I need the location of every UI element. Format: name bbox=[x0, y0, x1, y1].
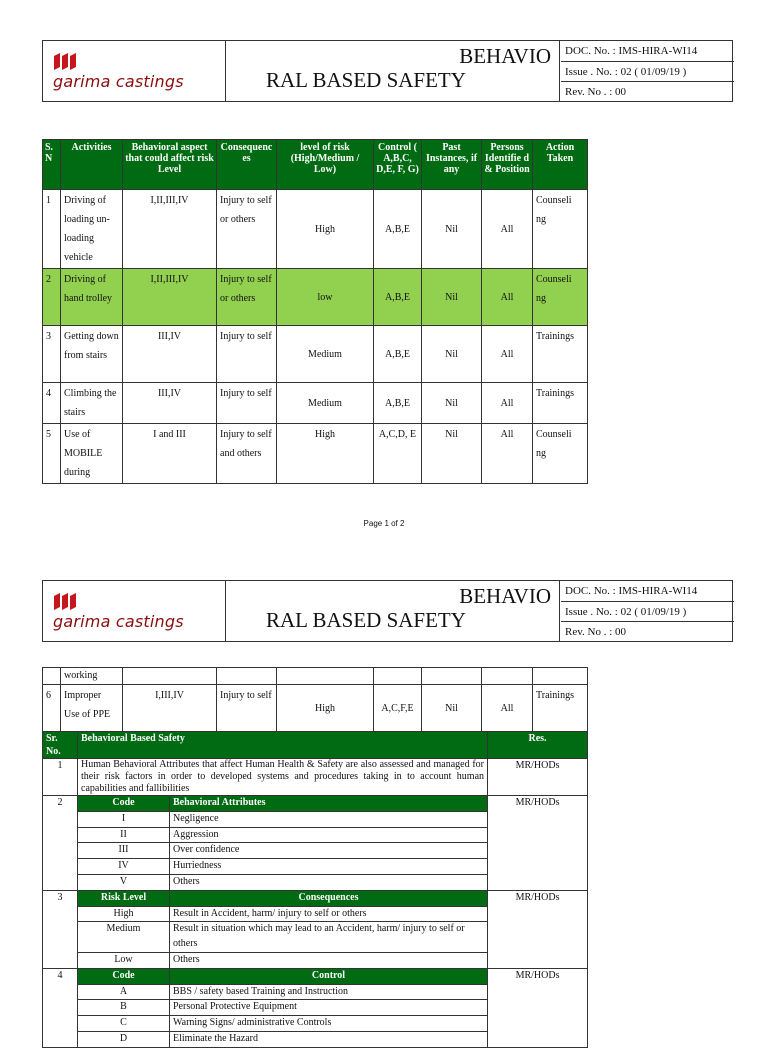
attr-code-header: Code bbox=[78, 796, 170, 812]
bbs-col-res: Res. bbox=[488, 732, 588, 759]
control-header: Control bbox=[170, 968, 488, 984]
cell-risk-level: High bbox=[277, 424, 374, 484]
cell-action: Trainings bbox=[533, 685, 588, 732]
cell-sn: 3 bbox=[43, 326, 61, 383]
cell-risk-level: Medium bbox=[277, 326, 374, 383]
bbs-header-row bbox=[43, 732, 588, 759]
consequences-header: Consequences bbox=[170, 890, 488, 906]
cell-activity: Driving of hand trolley bbox=[61, 269, 123, 326]
attr-text: Aggression bbox=[170, 827, 488, 843]
attr-code: II bbox=[78, 827, 170, 843]
attr-code: V bbox=[78, 874, 170, 890]
doc-number: DOC. No. : IMS-HIRA-WI14 bbox=[561, 41, 734, 62]
attr-text: Negligence bbox=[170, 811, 488, 827]
control-code: A bbox=[78, 984, 170, 1000]
risk-table-continued bbox=[42, 667, 588, 732]
control-text: Warning Signs/ administrative Controls bbox=[170, 1016, 488, 1032]
logo-cell bbox=[43, 581, 226, 641]
col-activities: Activities bbox=[61, 140, 123, 190]
page-number: Page 1 of 2 bbox=[363, 519, 405, 528]
table-row bbox=[43, 269, 588, 326]
cell-aspect bbox=[123, 668, 217, 685]
doc-number: DOC. No. : IMS-HIRA-WI14 bbox=[561, 581, 734, 602]
revision-number: Rev. No . : 00 bbox=[565, 86, 627, 99]
cell-activity: working bbox=[61, 668, 123, 685]
cell-risk-level: Medium bbox=[277, 383, 374, 424]
control-code: D bbox=[78, 1031, 170, 1047]
attr-text: Others bbox=[170, 874, 488, 890]
risk-table-header bbox=[43, 140, 588, 190]
attr-header: Behavioral Attributes bbox=[170, 796, 488, 812]
cell-consequence: Injury to self or others bbox=[217, 269, 277, 326]
cell-sn: 1 bbox=[43, 190, 61, 269]
control-code: C bbox=[78, 1016, 170, 1032]
cell-control bbox=[374, 668, 422, 685]
cell-sn: 6 bbox=[43, 685, 61, 732]
cell-aspect: I and III bbox=[123, 424, 217, 484]
cell-activity: Climbing the stairs bbox=[61, 383, 123, 424]
cell-sn: 5 bbox=[43, 424, 61, 484]
cell-past: Nil bbox=[422, 190, 482, 269]
cell-past: Nil bbox=[422, 685, 482, 732]
cell-persons bbox=[482, 668, 533, 685]
cell-past: Nil bbox=[422, 326, 482, 383]
col-action-taken: Action Taken bbox=[533, 140, 588, 190]
cell-sn: 4 bbox=[43, 383, 61, 424]
cell-persons: All bbox=[482, 269, 533, 326]
cell-action: Trainings bbox=[533, 383, 588, 424]
bbs-col-srno: Sr. No. bbox=[43, 732, 78, 759]
company-logo-text: garima castings bbox=[53, 72, 184, 91]
cell-action: Counseli ng bbox=[533, 424, 588, 484]
table-row bbox=[43, 383, 588, 424]
risk-consequence: Result in situation which may lead to an Accident, harm/ injury to self or others bbox=[170, 922, 488, 953]
cell-aspect: I,III,IV bbox=[123, 685, 217, 732]
cell-sn: 2 bbox=[43, 269, 61, 326]
bbs-item-3-header bbox=[43, 890, 588, 906]
bbs-item-number: 3 bbox=[43, 890, 78, 968]
col-past-instances: Past Instances, if any bbox=[422, 140, 482, 190]
document-meta bbox=[561, 581, 734, 641]
cell-control: A,B,E bbox=[374, 190, 422, 269]
risk-table bbox=[42, 139, 588, 484]
document-header bbox=[42, 40, 733, 102]
cell-past: Nil bbox=[422, 383, 482, 424]
logo-cell bbox=[43, 41, 226, 101]
cell-consequence: Injury to self bbox=[217, 685, 277, 732]
bbs-table bbox=[42, 731, 588, 1048]
cell-consequence: Injury to self or others bbox=[217, 190, 277, 269]
cell-aspect: III,IV bbox=[123, 383, 217, 424]
bbs-item-text: Human Behavioral Attributes that affect Human Health & Safety are also assessed and managed for their risk factors in order to developed systems and procedures taking in to account human capabilities and fallibilities bbox=[78, 759, 488, 796]
attr-text: Hurriedness bbox=[170, 859, 488, 875]
risk-consequence: Result in Accident, harm/ injury to self or others bbox=[170, 906, 488, 922]
cell-action: Counseli ng bbox=[533, 190, 588, 269]
col-behavioral-aspect: Behavioral aspect that could affect risk Level bbox=[123, 140, 217, 190]
cell-past: Nil bbox=[422, 424, 482, 484]
cell-activity: Use of MOBILE during bbox=[61, 424, 123, 484]
attr-code: I bbox=[78, 811, 170, 827]
cell-action: Counseli ng bbox=[533, 269, 588, 326]
cell-consequence: Injury to self bbox=[217, 383, 277, 424]
issue-number: Issue . No. : 02 ( 01/09/19 ) bbox=[561, 602, 734, 623]
cell-control: A,C,F,E bbox=[374, 685, 422, 732]
cell-sn bbox=[43, 668, 61, 685]
risk-level: High bbox=[78, 906, 170, 922]
bbs-item-res: MR/HODs bbox=[488, 759, 588, 796]
cell-past bbox=[422, 668, 482, 685]
cell-activity: Getting down from stairs bbox=[61, 326, 123, 383]
bbs-item-res: MR/HODs bbox=[488, 796, 588, 891]
bbs-item-res: MR/HODs bbox=[488, 890, 588, 968]
cell-risk-level: low bbox=[277, 269, 374, 326]
cell-control: A,B,E bbox=[374, 326, 422, 383]
table-row bbox=[43, 685, 588, 732]
attr-text: Over confidence bbox=[170, 843, 488, 859]
cell-consequence bbox=[217, 668, 277, 685]
control-text: BBS / safety based Training and Instruction bbox=[170, 984, 488, 1000]
cell-risk-level bbox=[277, 668, 374, 685]
col-consequences: Consequenc es bbox=[217, 140, 277, 190]
bbs-item-1 bbox=[43, 759, 588, 796]
risk-level-header: Risk Level bbox=[78, 890, 170, 906]
title-line-1: BEHAVIO bbox=[459, 584, 551, 608]
cell-past: Nil bbox=[422, 269, 482, 326]
revision-number: Rev. No . : 00 bbox=[565, 626, 627, 639]
company-logo-text: garima castings bbox=[53, 612, 184, 631]
cell-control: A,C,D, E bbox=[374, 424, 422, 484]
document-title bbox=[226, 581, 560, 641]
col-level-of-risk: level of risk (High/Medium / Low) bbox=[277, 140, 374, 190]
document-meta bbox=[561, 41, 734, 101]
cell-activity bbox=[61, 685, 123, 732]
attr-code: III bbox=[78, 843, 170, 859]
bbs-item-number: 2 bbox=[43, 796, 78, 891]
cell-action bbox=[533, 668, 588, 685]
cell-aspect: I,II,III,IV bbox=[123, 190, 217, 269]
cell-control: A,B,E bbox=[374, 269, 422, 326]
control-text: Personal Protective Equipment bbox=[170, 1000, 488, 1016]
issue-number: Issue . No. : 02 ( 01/09/19 ) bbox=[561, 62, 734, 83]
col-persons-identified: Persons Identifie d & Position bbox=[482, 140, 533, 190]
cell-persons: All bbox=[482, 383, 533, 424]
control-code: B bbox=[78, 1000, 170, 1016]
control-code-header: Code bbox=[78, 968, 170, 984]
table-row bbox=[43, 424, 588, 484]
document-title bbox=[226, 41, 560, 101]
bbs-item-res: MR/HODs bbox=[488, 968, 588, 1047]
cell-persons: All bbox=[482, 190, 533, 269]
bbs-item-2-header bbox=[43, 796, 588, 812]
garima-logo-icon bbox=[53, 593, 77, 611]
bbs-item-number: 1 bbox=[43, 759, 78, 796]
cell-aspect: I,II,III,IV bbox=[123, 269, 217, 326]
table-row bbox=[43, 668, 588, 685]
cell-persons: All bbox=[482, 326, 533, 383]
risk-level: Low bbox=[78, 952, 170, 968]
attr-code: IV bbox=[78, 859, 170, 875]
table-row bbox=[43, 190, 588, 269]
bbs-col-title: Behavioral Based Safety bbox=[78, 732, 488, 759]
bbs-item-4-header bbox=[43, 968, 588, 984]
col-sn: S. N bbox=[43, 140, 61, 190]
cell-risk-level: High bbox=[277, 190, 374, 269]
title-line-2: RAL BASED SAFETY bbox=[266, 608, 466, 632]
cell-activity-text: Improper Use of PPE bbox=[64, 690, 111, 720]
col-control: Control ( A,B,C, D,E, F, G) bbox=[374, 140, 422, 190]
cell-persons: All bbox=[482, 685, 533, 732]
control-text: Eliminate the Hazard bbox=[170, 1031, 488, 1047]
risk-level: Medium bbox=[78, 922, 170, 953]
cell-risk-level: High bbox=[277, 685, 374, 732]
cell-control: A,B,E bbox=[374, 383, 422, 424]
document-header-page-2 bbox=[42, 580, 733, 642]
cell-consequence: Injury to self bbox=[217, 326, 277, 383]
cell-activity: Driving of loading un-loading vehicle bbox=[61, 190, 123, 269]
cell-action: Trainings bbox=[533, 326, 588, 383]
cell-persons: All bbox=[482, 424, 533, 484]
risk-consequence: Others bbox=[170, 952, 488, 968]
title-line-2: RAL BASED SAFETY bbox=[266, 68, 466, 92]
cell-consequence: Injury to self and others bbox=[217, 424, 277, 484]
bbs-item-number: 4 bbox=[43, 968, 78, 1047]
table-row bbox=[43, 326, 588, 383]
garima-logo-icon bbox=[53, 53, 77, 71]
cell-aspect: III,IV bbox=[123, 326, 217, 383]
title-line-1: BEHAVIO bbox=[459, 44, 551, 68]
